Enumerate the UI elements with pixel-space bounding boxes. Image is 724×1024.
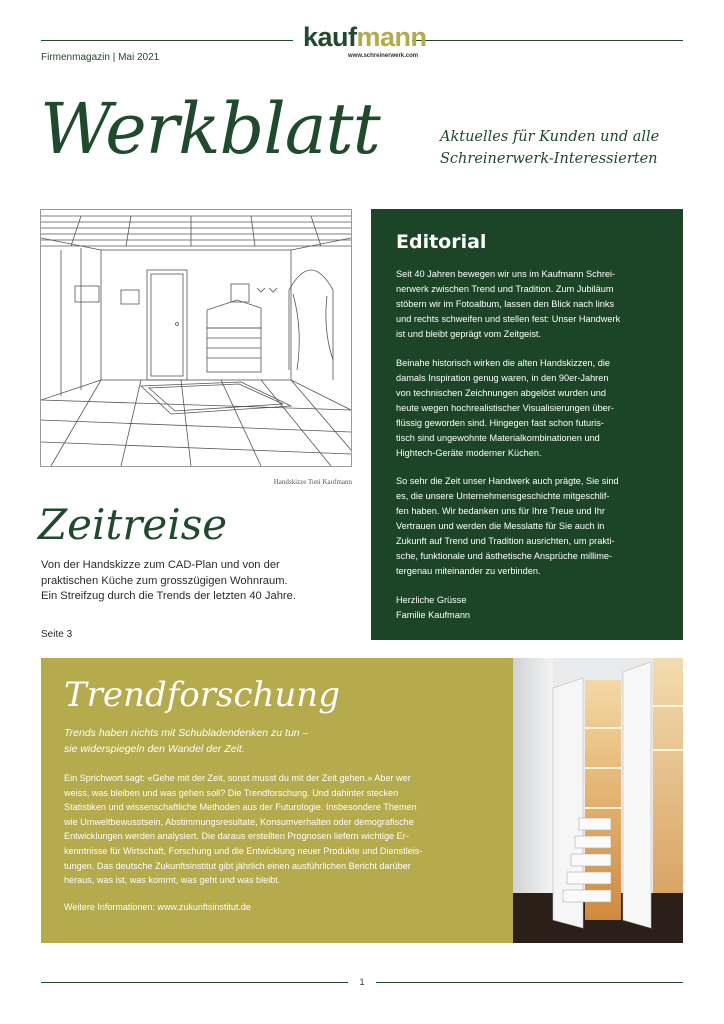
tagline (440, 126, 680, 170)
editorial-line: stöbern wir im Fotoalbum, lassen den Blick nach links (396, 299, 615, 309)
editorial-paragraph-3 (396, 474, 658, 579)
zeitreise-lead-line: Von der Handskizze zum CAD-Plan und von der (41, 559, 280, 571)
trend-lead-line: sie widerspiegeln den Wandel der Zeit. (64, 743, 245, 755)
editorial-line: ist und bleibt geprägt vom Zeitgeist. (396, 329, 542, 339)
zeitreise-lead-line: praktischen Küche zum grosszügigen Wohnraum. (41, 574, 288, 587)
trend-body-line: heraus, was ist, was kommt, was geht und was bleibt. (64, 875, 281, 886)
editorial-closing (396, 593, 658, 623)
editorial-line: tisch sind ungewohnte Materialkombinationen und (396, 432, 600, 443)
editorial-paragraph-1 (396, 267, 658, 342)
editorial-line: Beinahe historisch wirken die alten Handskizzen, die (396, 357, 610, 368)
editorial-greeting: Herzliche Grüsse (396, 594, 467, 605)
editorial-line: Vertrauen und werden die Messlatte für Sie auch in (396, 521, 605, 531)
editorial-line: sche, funktionale und ästhetische Ansprüche millime- (396, 551, 613, 561)
editorial-line: flüssig geworden sind. Hingegen fast schon futuris- (396, 417, 604, 428)
sketch-caption: Handskizze Toni Kaufmann (273, 478, 352, 486)
trend-body-line: kenntnisse für Wirtschaft, Forschung und die Entwicklung neuer Produkte und Dienstleis- (64, 845, 423, 856)
trend-body-line: Statistiken und wissenschaftliche Methoden aus der Futurologie. Insbesondere Themen (64, 802, 417, 813)
sketch-drawing (41, 210, 351, 466)
hand-sketch-image (40, 209, 352, 467)
trend-body-line: wie Umweltbewusstsein, Abstimmungsresultate, Konsumverhalten oder demografische (64, 816, 414, 827)
page-number: 1 (359, 977, 365, 987)
zeitreise-lead (41, 558, 359, 605)
editorial-line: heute wegen hochrealistischer Visualisierungen über- (396, 402, 614, 413)
wardrobe-drawing (513, 658, 683, 943)
trendforschung-title: Trendforschung (64, 675, 340, 715)
header-rule-right (412, 40, 683, 41)
editorial-paragraph-2 (396, 356, 658, 461)
trend-body-line: weiss, was bleiben und was gehen soll? Die Trendforschung. Und dahinter stecken (64, 787, 399, 798)
wardrobe-photo (513, 658, 683, 943)
editorial-line: von technischen Zeichnungen abgelöst wurden und (396, 387, 606, 398)
editorial-signature: Familie Kaufmann (396, 609, 471, 620)
editorial-line: es, die unsere Unternehmensgeschichte mitgeschlif- (396, 491, 610, 501)
editorial-line: tergenau miteinander zu verbinden. (396, 566, 541, 576)
editorial-line: So sehr die Zeit unser Handwerk auch prägte, Sie sind (396, 476, 619, 486)
zeitreise-page-ref: Seite 3 (41, 629, 73, 640)
footer-rule-right (376, 982, 683, 983)
trend-body-line: tungen. Das deutsche Zukunftsinstitut gibt jährlich einen ausführlichen Bericht darüber (64, 860, 411, 871)
tagline-line: Schreinerwerk-Interessierten (440, 151, 658, 167)
editorial-line: fen haben. Wir bedanken uns für Ihre Treue und Ihr (396, 506, 605, 516)
header-rule-left (41, 40, 293, 41)
editorial-line: Hightech-Geräte moderner Küchen. (396, 447, 542, 458)
zeitreise-lead-line: Ein Streifzug durch die Trends der letzten 40 Jahre. (41, 590, 296, 602)
trend-body-line: Ein Sprichwort sagt: «Gehe mit der Zeit, sonst musst du mit der Zeit gehen.» Aber wer (64, 773, 411, 783)
trendforschung-lead (64, 725, 491, 757)
editorial-line: und rechts schweifen und stellen fest: Unser Handwerk (396, 314, 621, 324)
editorial-line: Zukunft auf Trend und Tradition ausrichten, um prakti- (396, 536, 615, 546)
issue-label: Firmenmagazin | Mai 2021 (41, 52, 160, 63)
editorial-line: Seit 40 Jahren bewegen wir uns im Kaufmann Schrei- (396, 269, 616, 279)
kaufmann-logo: kaufmann (303, 22, 427, 52)
more-info-link[interactable]: Weitere Informationen: www.zukunftsinstitut.de (64, 901, 251, 912)
trendforschung-box (41, 658, 513, 943)
trend-body-line: Entwicklungen werden analysiert. Die daraus erstellten Prognosen liefern wichtige Er- (64, 831, 409, 842)
masthead-title: Werkblatt (40, 88, 380, 170)
editorial-line: nerwerk zwischen Trend und Tradition. Zum Jubiläum (396, 284, 614, 294)
footer-rule-left (41, 982, 348, 983)
editorial-box (371, 209, 683, 640)
tagline-line: Aktuelles für Kunden und alle (440, 129, 660, 145)
editorial-line: damals Inspiration genug waren, in den 90er-Jahren (396, 372, 609, 383)
editorial-title: Editorial (396, 231, 487, 253)
logo-url: www.schreinerwerk.com (348, 53, 419, 59)
zeitreise-title: Zeitreise (38, 500, 228, 549)
trend-lead-line: Trends haben nichts mit Schubladendenken zu tun – (64, 727, 309, 739)
trendforschung-body (64, 771, 491, 888)
